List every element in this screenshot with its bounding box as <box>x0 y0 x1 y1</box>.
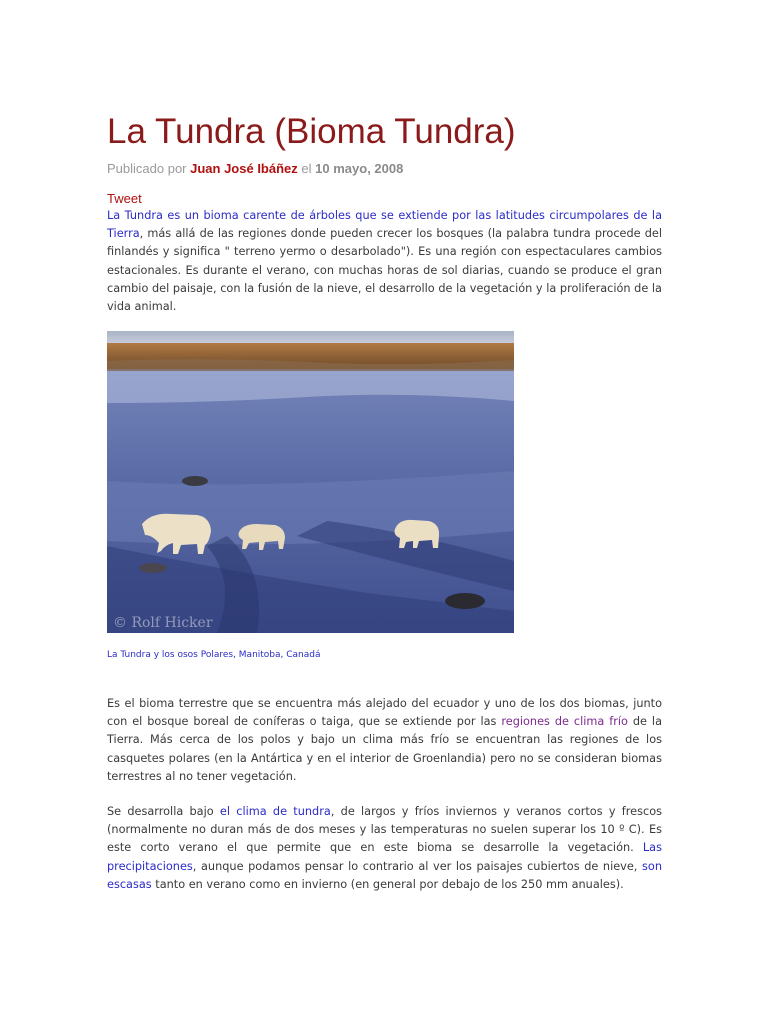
tweet-button[interactable]: Tweet <box>107 191 142 206</box>
byline-prefix: Publicado por <box>107 161 187 176</box>
paragraph-text: Se desarrolla bajo <box>107 805 220 818</box>
publish-date: 10 mayo, 2008 <box>315 161 404 176</box>
paragraph-intro <box>107 207 662 316</box>
paragraph-text: tanto en verano como en invierno (en general por debajo de los 250 mm anuales). <box>151 877 624 891</box>
paragraph-biome <box>107 695 662 786</box>
byline-connector: el <box>301 161 312 176</box>
paragraph-text: Es el bioma terrestre que se encuentra más alejado del ecuador y uno de los dos biomas, junto con el bosque boreal de coníferas o taiga, que se extiende por las <box>107 697 662 729</box>
author-link[interactable]: Juan José Ibáñez <box>190 161 298 176</box>
page-title: La Tundra (Bioma Tundra) <box>107 112 516 151</box>
photo-watermark: © Rolf Hicker <box>113 615 213 631</box>
tundra-link[interactable]: La Tundra es un bioma carente de árboles que se extiende por las latitudes circumpolares de la Tierra <box>107 209 662 241</box>
polar-bears-photo <box>107 331 514 633</box>
paragraph-text: , de largos y fríos inviernos y veranos cortos y frescos (normalmente no duran más de dos meses y las temperaturas no suelen superar los 10 º C). Es este corto verano el que permite que en este bioma se desarrolle la vegetación. <box>107 805 663 855</box>
byline <box>107 160 403 178</box>
paragraph-text: , aunque podamos pensar lo contrario al ver los paisajes cubiertos de nieve, <box>192 859 643 873</box>
scarce-link[interactable]: son escasas <box>107 859 662 891</box>
paragraph-text: de la Tierra. Más cerca de los polos y bajo un clima más frío se encuentran las regiones de los casquetes polares (en la Antártica y en el interior de Groenlandia) pero no se consideran biomas terrestres al no tener vegetación. <box>107 715 662 783</box>
cold-climate-regions-link[interactable]: regiones de clima frío <box>501 715 628 729</box>
precipitation-link[interactable]: Las precipitaciones <box>107 841 662 873</box>
paragraph-climate <box>107 803 662 894</box>
paragraph-text: , más allá de las regiones donde pueden crecer los bosques (la palabra tundra procede del finlandés y significa " terreno yermo o desarbolado"). Es una región con espectaculares cambios estacionales. Es durante el verano, con muchas horas de sol diarias, cuando se produce el gran cambio del paisaje, con la fusión de la nieve, el desarrollo de la vegetación y la proliferación de la vida animal. <box>107 227 662 314</box>
tundra-climate-link[interactable]: el clima de tundra <box>219 805 331 818</box>
image-caption[interactable]: La Tundra y los osos Polares, Manitoba, Canadá <box>107 650 321 660</box>
